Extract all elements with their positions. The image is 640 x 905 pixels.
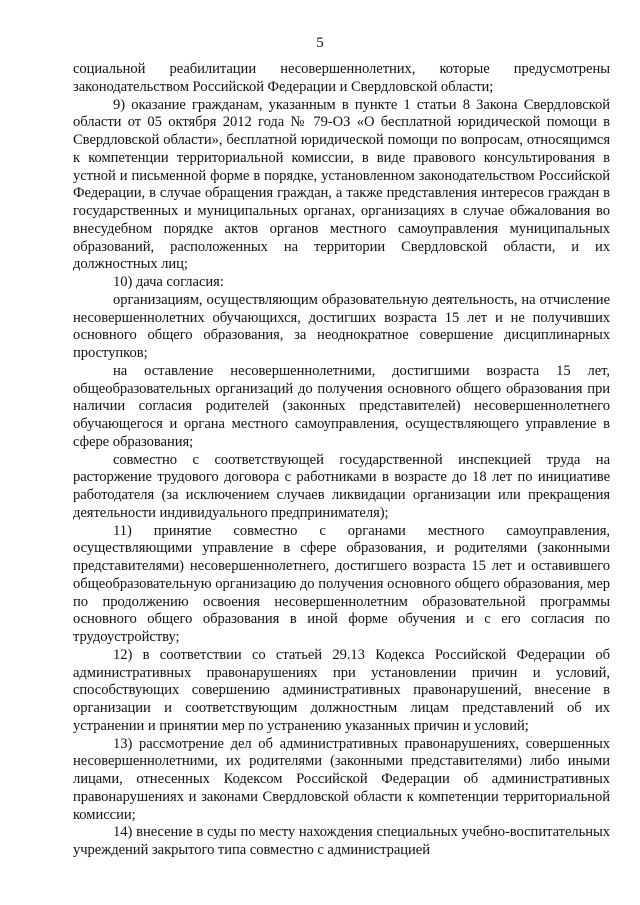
paragraph-item-11: 11) принятие совместно с органами местного самоуправления, осуществляющими управление в сфере образования, и родителями (законными представителями) несовершеннолетнего, достигшего возраста 15 лет и оставившего общеобразовательную организацию до получения основного общего образования, мер по продолжению освоения несовершеннолетним образовательной программы основного общего образования в иной форме обучения и с его согласия по трудоустройству; xyxy=(73,522,610,645)
paragraph-item-10: 10) дача согласия: xyxy=(113,274,224,290)
paragraph-item-14: 14) внесение в суды по месту нахождения специальных учебно-воспитательных учреждений закрытого типа совместно с администрацией xyxy=(73,824,610,858)
paragraph-item-13: 13) рассмотрение дел об административных правонарушениях, совершенных несовершеннолетними, их родителями (законными представителями) либо иными лицами, отнесенных Кодексом Российской Федерации об административных правонарушениях и законами Свердловской области к компетенции территориальной комиссии; xyxy=(73,735,610,823)
paragraph-item-10-organizations: организациям, осуществляющим образовательную деятельность, на отчисление несовершеннолетних обучающихся, достигших возраста 15 лет и не получивших основного общего образования, за неоднократное совершение дисциплинарных проступков; xyxy=(73,291,610,361)
document-body xyxy=(73,61,610,860)
page-number: 5 xyxy=(316,35,324,51)
paragraph-item-9: 9) оказание гражданам, указанным в пункте 1 статьи 8 Закона Свердловской области от 05 октября 2012 года № 79-ОЗ «О бесплатной юридической помощи в Свердловской области», бесплатной юридической помощи по вопросам, относящимся к компетенции территориальной комиссии, в виде правового консультирования в устной и письменной форме в порядке, установленном законодательством Российской Федерации, в случае обращения граждан, а также представления интересов граждан в государственных и муниципальных органах, организациях в случае обжалования во внесудебном порядке актов органов местного самоуправления муниципальных образований, расположенных на территории Свердловской области, и их должностных лиц; xyxy=(73,96,610,273)
paragraph-item-10-labor-contract: совместно с соответствующей государственной инспекцией труда на расторжение трудового договора с работниками в возрасте до 18 лет по инициативе работодателя (за исключением случаев ликвидации организации или прекращения деятельности индивидуального предпринимателя); xyxy=(73,451,610,521)
paragraph-continuation: социальной реабилитации несовершеннолетних, которые предусмотрены законодательством Российской Федерации и Свердловской области; xyxy=(73,61,610,95)
paragraph-item-10-leaving-school: на оставление несовершеннолетними, достигшими возраста 15 лет, общеобразовательных организаций до получения основного общего образования при наличии согласия родителей (законных представителей) несовершеннолетнего обучающегося и органа местного самоуправления, осуществляющего управление в сфере образования; xyxy=(73,362,610,450)
paragraph-item-12: 12) в соответствии со статьей 29.13 Кодекса Российской Федерации об административных правонарушениях при установлении причин и условий, способствующих совершению административных правонарушений, внесение в организации и соответствующим должностным лицам представлений об их устранении и принятии мер по устранению указанных причин и условий; xyxy=(73,646,610,734)
